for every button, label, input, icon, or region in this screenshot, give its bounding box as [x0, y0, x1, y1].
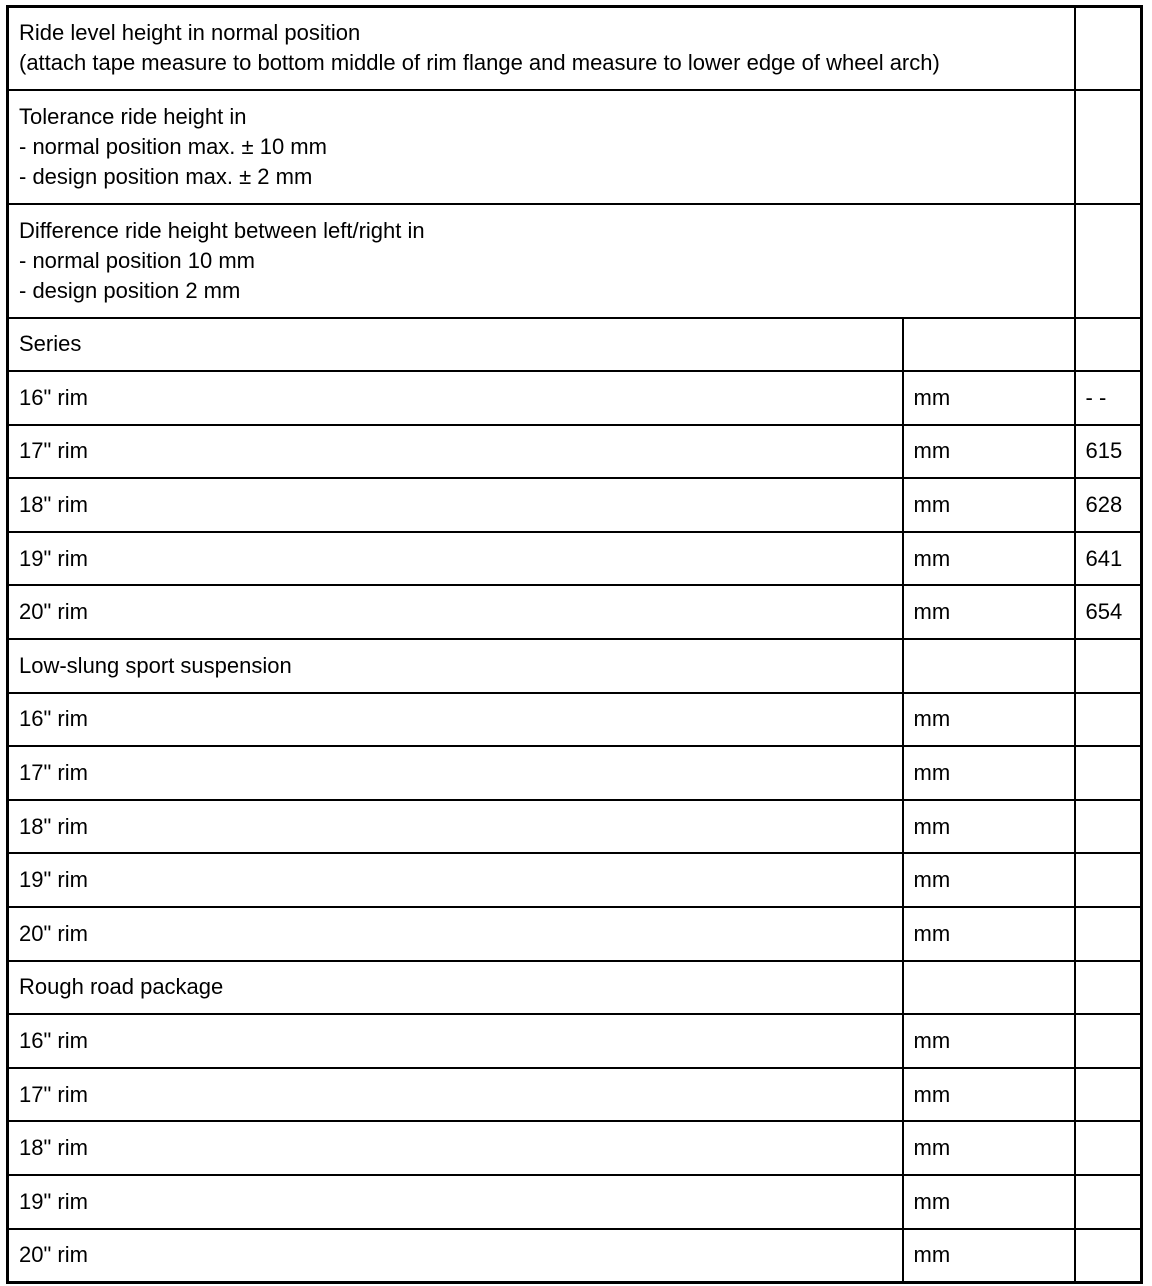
note-tolerance-value — [1075, 90, 1142, 204]
unit-label: mm — [903, 1068, 1075, 1122]
note-line: Ride level height in normal position — [19, 20, 361, 46]
note-line: Tolerance ride height in — [19, 103, 247, 129]
ride-height-value: 615 — [1075, 425, 1142, 479]
unit-label: mm — [903, 585, 1075, 639]
rim-size-label: 18" rim — [8, 1121, 903, 1175]
rim-size-label: 16" rim — [8, 371, 903, 425]
unit-label: mm — [903, 746, 1075, 800]
rim-size-label: 20" rim — [8, 585, 903, 639]
ride-height-value — [1075, 907, 1142, 961]
rim-size-label: 16" rim — [8, 693, 903, 747]
table-row — [8, 746, 1142, 800]
section-value-cell — [1075, 961, 1142, 1015]
ride-height-value: - - — [1075, 371, 1142, 425]
note-line: - normal position 10 mm — [19, 247, 255, 273]
table-row — [8, 1121, 1142, 1175]
ride-height-value: 628 — [1075, 478, 1142, 532]
ride-height-value — [1075, 853, 1142, 907]
ride-height-value: 641 — [1075, 532, 1142, 586]
section-unit-cell — [903, 961, 1075, 1015]
table-row — [8, 1175, 1142, 1229]
rim-size-label: 18" rim — [8, 478, 903, 532]
ride-height-value — [1075, 1068, 1142, 1122]
table-row — [8, 478, 1142, 532]
ride-height-value: 654 — [1075, 585, 1142, 639]
unit-label: mm — [903, 1014, 1075, 1068]
note-line: Difference ride height between left/right in — [19, 217, 425, 243]
table-row — [8, 585, 1142, 639]
ride-height-value — [1075, 1229, 1142, 1283]
ride-height-value — [1075, 746, 1142, 800]
section-title: Rough road package — [8, 961, 903, 1015]
note-difference-value — [1075, 204, 1142, 318]
rim-size-label: 17" rim — [8, 1068, 903, 1122]
unit-label: mm — [903, 1121, 1075, 1175]
rim-size-label: 19" rim — [8, 532, 903, 586]
table-row — [8, 371, 1142, 425]
ride-height-value — [1075, 1014, 1142, 1068]
unit-label: mm — [903, 853, 1075, 907]
table-row — [8, 532, 1142, 586]
note-line: - design position max. ± 2 mm — [19, 163, 313, 189]
table-row — [8, 853, 1142, 907]
rim-size-label: 16" rim — [8, 1014, 903, 1068]
table-row — [8, 1229, 1142, 1283]
ride-height-table — [6, 5, 1143, 1284]
ride-height-table-body — [8, 7, 1142, 1283]
table-row — [8, 1068, 1142, 1122]
note-line: - normal position max. ± 10 mm — [19, 133, 327, 159]
section-header-row — [8, 639, 1142, 693]
table-row — [8, 907, 1142, 961]
note-difference-text — [8, 204, 1075, 318]
unit-label: mm — [903, 478, 1075, 532]
ride-height-value — [1075, 800, 1142, 854]
section-value-cell — [1075, 639, 1142, 693]
unit-label: mm — [903, 532, 1075, 586]
table-row — [8, 800, 1142, 854]
unit-label: mm — [903, 907, 1075, 961]
unit-label: mm — [903, 1229, 1075, 1283]
rim-size-label: 17" rim — [8, 425, 903, 479]
section-title: Low-slung sport suspension — [8, 639, 903, 693]
ride-height-value — [1075, 1175, 1142, 1229]
rim-size-label: 17" rim — [8, 746, 903, 800]
unit-label: mm — [903, 800, 1075, 854]
note-row-tolerance — [8, 90, 1142, 204]
note-ride-level-text — [8, 7, 1075, 90]
note-row-difference — [8, 204, 1142, 318]
rim-size-label: 19" rim — [8, 1175, 903, 1229]
table-row — [8, 693, 1142, 747]
unit-label: mm — [903, 1175, 1075, 1229]
section-header-row — [8, 961, 1142, 1015]
table-row — [8, 425, 1142, 479]
note-row-ride-level — [8, 7, 1142, 90]
note-line: - design position 2 mm — [19, 277, 241, 303]
section-title: Series — [8, 318, 903, 372]
unit-label: mm — [903, 371, 1075, 425]
rim-size-label: 19" rim — [8, 853, 903, 907]
ride-height-value — [1075, 693, 1142, 747]
rim-size-label: 18" rim — [8, 800, 903, 854]
unit-label: mm — [903, 425, 1075, 479]
rim-size-label: 20" rim — [8, 907, 903, 961]
section-unit-cell — [903, 318, 1075, 372]
unit-label: mm — [903, 693, 1075, 747]
section-header-row — [8, 318, 1142, 372]
table-row — [8, 1014, 1142, 1068]
note-line: (attach tape measure to bottom middle of rim flange and measure to lower edge of wheel arch) — [19, 50, 940, 76]
rim-size-label: 20" rim — [8, 1229, 903, 1283]
section-unit-cell — [903, 639, 1075, 693]
ride-height-value — [1075, 1121, 1142, 1175]
note-ride-level-value — [1075, 7, 1142, 90]
note-tolerance-text — [8, 90, 1075, 204]
section-value-cell — [1075, 318, 1142, 372]
